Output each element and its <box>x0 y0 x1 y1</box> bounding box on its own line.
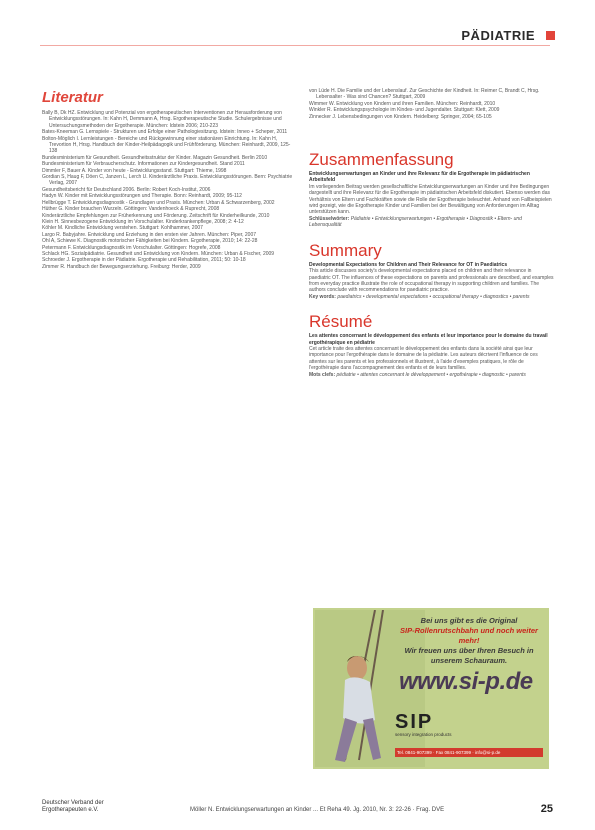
reference-entry: Hüther G. Kinder brauchen Wurzeln. Göttingen: Vandenhoeck & Ruprecht, 2008 <box>42 206 220 213</box>
reference-entry: Petermann F. Entwicklungsdiagnostik im Vorschulalter. Göttingen: Hogrefe, 2008 <box>42 244 221 251</box>
reference-entry: Gordian S, Haug F, Döen C, Janzen L, Lerch U. Kinderärztliche Praxis. Entwicklungsstörungen. Bern: Psychiatrie Verlag, 2007 <box>42 174 293 187</box>
literature-list <box>42 110 294 270</box>
reference-entry: Schroeder J. Ergotherapie in der Pädiatrie. Ergotherapie und Rehabilitation, 2011; 50: 10-18 <box>42 257 246 264</box>
reference-entry: Largo R. Babyjahre. Entwicklung und Erziehung in den ersten vier Jahren. München: Piper, 2007 <box>42 231 257 238</box>
literature-title: Literatur <box>42 89 103 106</box>
reference-entry: Dimmler F, Bauer A. Kinder von heute - Entwicklungsstand. Stuttgart: Thieme, 1998 <box>42 167 227 174</box>
resume-body: Cet article traite des attentes concernant le développement des enfants dans la société ainsi que leur importance pour l'ergothérapie dans le domaine de la pédiatrie. Les auteurs décrivent l'influence de ces attentes sur les parents et les professionnels et illustrent, à l'aide d'exemples pratiques, le rôle de l'ergothérapie dans l'accompagnement des enfants et de leurs familles. <box>309 345 538 372</box>
resume-subtitle: Les attentes concernant le développement des enfants et leur importance pour le domaine du travail ergothérapique en pédiatrie <box>309 333 548 346</box>
ad-website-link[interactable]: www.si-p.de <box>399 668 533 695</box>
publisher-name <box>42 800 104 814</box>
reference-entry: Bundesministerium für Gesundheit. Gesundheitsstruktur der Kinder. Magazin Gesundheit. Berlin 2010 <box>42 154 268 161</box>
literature-continued <box>309 88 554 120</box>
reference-entry: Schlack HG. Sozialpädiatrie. Gesundheit und Entwicklung von Kindern. München: Urban & Fischer, 2009 <box>42 250 275 257</box>
article-citation: Möller N. Entwicklungserwartungen an Kinder ... Et Reha 49. Jg. 2010, Nr. 3: 22-26 · Frag. DVE <box>190 807 445 813</box>
keywords-label: Mots clefs: <box>309 371 336 378</box>
zusammenfassung-section <box>309 150 554 229</box>
reference-entry: Hellbrügge T. Entwicklungsdiagnostik - Grundlagen und Praxis. München: Urban & Schwarzenberg, 2002 <box>42 199 275 206</box>
ad-brand-block <box>395 712 545 762</box>
department-label: PÄDIATRIE <box>461 28 535 43</box>
reference-entry: Klein H. Sinnesbezogene Entwicklung im Vorschulalter. Kinderkrankenpflege, 2008; 2: 4-12 <box>42 218 244 225</box>
summary-body: This article discusses society's developmental expectations placed on children and their relevance in paediatric OT. The influences of these expectations on parents and professionals are described, and examples from everyday practice illustrate the role of occupational therapy in supporting children and families. The authors conclude with recommendations for paediatric practice. <box>309 268 554 294</box>
keywords-text: pédiatrie • attentes concernant le développement • ergothérapie • diagnostic • parents <box>336 371 526 378</box>
sip-tagline: sensory integration products <box>395 732 452 737</box>
reference-entry: Wimmer W. Entwicklung von Kindern und ihren Familien. München: Reinhardt, 2010 <box>309 100 496 107</box>
summary-section <box>309 241 554 300</box>
reference-entry: Zinnecker J. Lebensbedingungen von Kindern. Heidelberg: Springer, 2004; 65-105 <box>309 113 492 120</box>
reference-entry: Zimmer R. Handbuch der Bewegungserziehung. Freiburg: Herder, 2009 <box>42 263 201 270</box>
resume-section <box>309 312 554 378</box>
reference-entry: von Lüde H. Die Familie und der Lebenslauf. Zur Geschichte der Kindheit. In: Reimer C, Brandt C, Hrsg. Lebensalter - Was sind Chancen? Stuttgart, 2009 <box>309 88 540 101</box>
advertisement-banner[interactable] <box>313 608 549 769</box>
ad-headline-line3: Wir freuen uns über Ihren Besuch in <box>404 646 534 655</box>
summary-title: Summary <box>309 240 382 260</box>
ad-contact-bar: Tel. 0841-907399 · Fax 0841-907399 · info@si-p.de <box>395 748 543 757</box>
abstract-column <box>309 88 554 378</box>
summary-subtitle: Developmental Expectations for Children and Their Relevance for OT in Paediatrics <box>309 261 508 268</box>
keywords-label: Key words: <box>309 293 336 300</box>
keywords-text: paediatrics • developmental expectations • occupational therapy • diagnostics • parents <box>337 293 530 300</box>
page-number: 25 <box>540 803 553 815</box>
ad-headline-line1: Bei uns gibt es die Original <box>420 616 518 625</box>
reference-entry: Köhler M. Kindliche Entwicklung verstehen. Stuttgart: Kohlhammer, 2007 <box>42 225 203 232</box>
reference-entry: Hadyn W. Kinder mit Entwicklungsstörungen und Therapie. Bonn: Reinhardt, 2009; 95-112 <box>42 193 242 200</box>
keywords-text: Pädiatrie • Entwicklungserwartungen • Ergotherapie • Diagnostik • Eltern- und Lebensqualität <box>309 215 522 229</box>
zusammenfassung-title: Zusammenfassung <box>309 150 454 170</box>
reference-entry: Bundesministerium für Verbraucherschutz. Informationen zur Kindergesundheit. Stand 2011 <box>42 161 245 168</box>
zusammenfassung-keywords <box>309 216 554 229</box>
publisher-line1: Deutscher Verband der <box>42 800 104 806</box>
reference-entry: Bolton-Möglich I. Lernleistungen - Bereiche und Rückgewinnung einer stationären Einrichtung. In: Kahn H, Trevortion H, Hrsg. Handbuch der Kinder-Heilpädagogik und Frühförderung. München: Reinhardt, 2009, 125-138 <box>42 135 291 155</box>
header-rule <box>40 45 550 46</box>
literature-column <box>42 88 294 270</box>
reference-entry: Gesundheitsbericht für Deutschland 2006. Berlin: Robert Koch-Institut, 2006 <box>42 186 211 193</box>
resume-title: Résumé <box>309 312 373 332</box>
zusammenfassung-subtitle: Entwicklungserwartungen an Kinder und ihre Relevanz für die Ergotherapie im pädiatrischen Arbeitsfeld <box>309 171 530 184</box>
reference-entry: Kinderärztliche Empfehlungen zur Früherkennung und Förderung. Zeitschrift für Kinderheilkunde, 2010 <box>42 212 270 219</box>
reference-entry: Winkler R. Entwicklungspsychologie im Kindes- und Jugendalter. Stuttgart: Klett, 2009 <box>309 107 500 114</box>
department-marker <box>546 31 555 40</box>
reference-entry: Ohl A, Schiewe K. Diagnostik motorischer Fähigkeiten bei Kindern. Ergotherapie, 2010; 14: 22-28 <box>42 238 258 245</box>
ad-headline-line2: SIP-Rollenrutschbahn und noch weiter mehr! <box>400 626 538 645</box>
sip-logo: SIP <box>395 711 434 733</box>
publisher-line2: Ergotherapeuten e.V. <box>42 807 99 813</box>
ad-headline-line4: unserem Schauraum. <box>430 656 508 665</box>
zusammenfassung-body: Im vorliegenden Beitrag werden gesellschaftliche Entwicklungserwartungen an Kinder und ihre Bedingungen dargestellt und ihre Relevanz für die Ergotherapie im pädiatrischen Arbeitsfeld diskutiert. Ebenso werden das Verhältnis von Eltern und Fachkräften sowie die Rolle der Ergotherapie beleuchtet. Anhand von Fallbeispielen wird gezeigt, wie die Ergotherapie Kinder und Familien bei der Bewältigung von Anforderungen im Alltag unterstützen kann. <box>309 183 552 216</box>
resume-keywords <box>309 372 554 378</box>
ad-headline <box>393 616 545 666</box>
keywords-label: Schlüsselwörter: <box>309 215 350 222</box>
reference-entry: Bally B, Dk HZ. Entwicklung und Potenzial von ergotherapeutischen Interventionen zur Herausforderung von Entwicklungsstörungen. In: Kahn H, Demmann A, Hrsg. Ergotherapeutische Studie. Schulergebnisse und Untersuchungsmethoden der Ergotherapie. München: Idstein 2006; 210-223 <box>42 110 282 129</box>
summary-keywords <box>309 294 554 300</box>
reference-entry: Bates-Kneeman G. Lernspiele - Strukturen und Erfolge einer Pathologiesitzung. Idstein: Inneo + Scheper, 2011 <box>42 129 288 136</box>
